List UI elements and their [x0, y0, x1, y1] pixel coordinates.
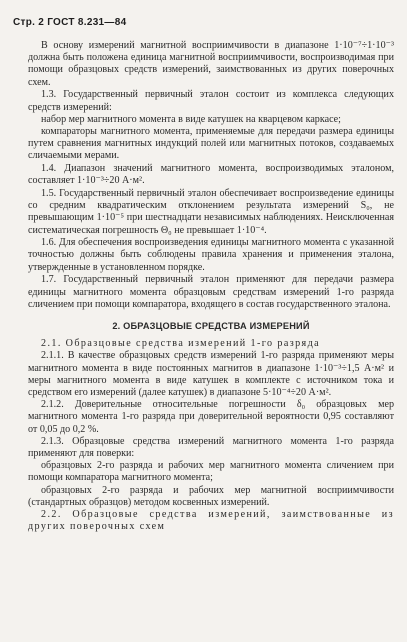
list-item-comparators: компараторы магнитного момента, применяемые для передачи размера единицы путем сравнения магнитных индукций полей или магнитных потоков, создаваемых сличаемыми мерами. [28, 125, 394, 162]
list-item-standard-measures: образцовых 2-го разряда и рабочих мер магнитного момента сличением при помощи компаратора магнитного момента; [28, 460, 394, 484]
document-body [28, 40, 394, 533]
list-item-susceptibility-measures: образцовых 2-го разряда и рабочих мер магнитной восприимчивости (стандартных образцов) методом косвенных измерений. [28, 484, 394, 508]
subheading-2-1: 2.1. Образцовые средства измерений 1-го разряда [41, 338, 320, 350]
page-header: Стр. 2 ГОСТ 8.231—84 [13, 17, 127, 28]
paragraph-1-2: В основу измерений магнитной восприимчивости в диапазоне 1·10⁻⁷÷1·10⁻³ должна быть положена единица магнитной восприимчивости, воспроизводимая при помощи образцовых средств измерений, заимствованных из других поверочных схем. [28, 40, 394, 88]
paragraph-1-3: 1.3. Государственный первичный эталон состоит из комплекса следующих средств измерений: [28, 89, 394, 113]
paragraph-1-7: 1.7. Государственный первичный эталон применяют для передачи размера единицы магнитного момента образцовым средствам измерений 1-го разряда сличением при помощи компаратора, входящего в состав государственного эталона. [28, 274, 394, 310]
section-title: 2. ОБРАЗЦОВЫЕ СРЕДСТВА ИЗМЕРЕНИЙ [112, 320, 310, 331]
list-item-coil-set: набор мер магнитного момента в виде катушек на кварцевом каркасе; [41, 113, 341, 125]
subheading-2-2: 2.2. Образцовые средства измерений, заимствованные из других поверочных схем [28, 509, 394, 533]
paragraph-1-4: 1.4. Диапазон значений магнитного момента, воспроизводимых эталоном, составляет 1·10⁻³÷20 А·м². [28, 163, 394, 187]
paragraph-2-1-2: 2.1.2. Доверительные относительные погрешности δ₀ образцовых мер магнитного момента 1-го разряда при доверительной вероятности 0,95 составляют от 0,05 до 0,2 %. [28, 399, 394, 435]
paragraph-2-1-1: 2.1.1. В качестве образцовых средств измерений 1-го разряда применяют меры магнитного момента в виде постоянных магнитов в диапазоне 1·10⁻³÷1,5 А·м² и меры магнитного момента в виде катушек в комплекте с источником тока и средством его измерений (далее катушек) в диапазоне 5·10⁻⁴÷20 А·м². [28, 350, 394, 398]
paragraph-1-5: 1.5. Государственный первичный эталон обеспечивает воспроизведение единицы со средним квадратическим отклонением результата измерений S₀, не превышающим 1·10⁻⁵ при шестнадцати независимых наблюдениях. Неисключенная систематическая погрешность Θ₀ не превышает 1·10⁻⁴. [28, 187, 394, 236]
paragraph-2-1-3: 2.1.3. Образцовые средства измерений магнитного момента 1-го разряда применяют для поверки: [28, 435, 394, 459]
paragraph-1-6: 1.6. Для обеспечения воспроизведения единицы магнитного момента с указанной точностью должны быть соблюдены правила хранения и применения эталона, утвержденные в установленном порядке. [28, 237, 394, 273]
